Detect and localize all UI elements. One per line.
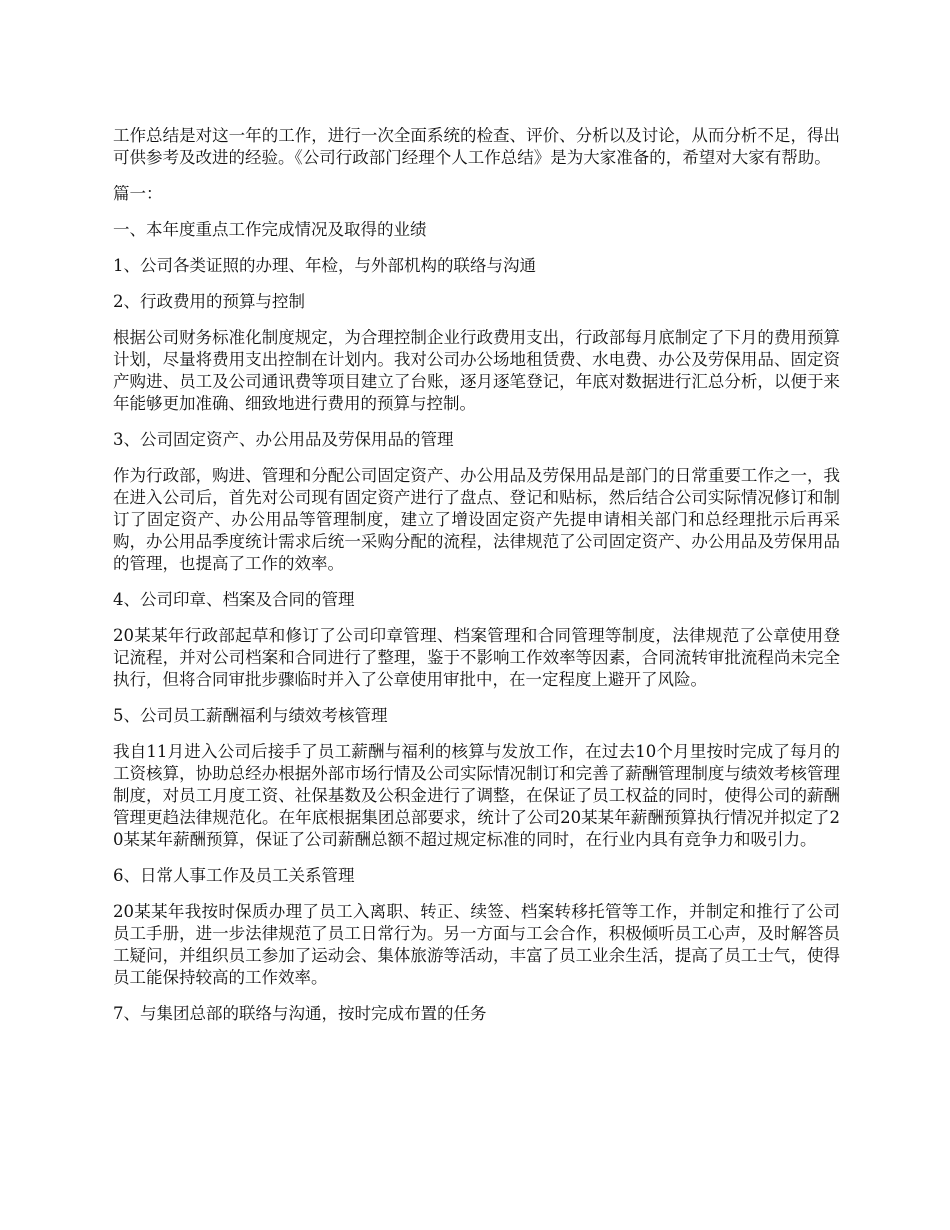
item4-body: 20某某年行政部起草和修订了公司印章管理、档案管理和合同管理等制度，法律规范了公章使用登记流程，并对公司档案和合同进行了整理，鉴于不影响工作效率等因素，合同流转审批流程尚未完全执行，但将合同审批步骤临时并入了公章使用审批中，在一定程度上避开了风险。: [113, 626, 840, 689]
item6-body: 20某某年我按时保质办理了员工入离职、转正、续签、档案转移托管等工作，并制定和推行了公司员工手册，进一步法律规范了员工日常行为。另一方面与工会合作，积极倾听员工心声，及时解答员工疑问，并组织员工参加了运动会、集体旅游等活动，丰富了员工业余生活，提高了员工士气，使得员工能保持较高的工作效率。: [113, 902, 840, 987]
section-title: 一、本年度重点工作完成情况及取得的业绩: [113, 220, 427, 239]
item2-body: 根据公司财务标准化制度规定，为合理控制企业行政费用支出，行政部每月底制定了下月的费用预算计划，尽量将费用支出控制在计划内。我对公司办公场地租赁费、水电费、办公及劳保用品、固定资产购进、员工及公司通讯费等项目建立了台账，逐月逐笔登记，年底对数据进行汇总分析，以便于来年能够更加准确、细致地进行费用的预算与控制。: [113, 328, 840, 413]
item7-title: 7、与集团总部的联络与沟通，按时完成布置的任务: [113, 1004, 487, 1023]
item6-title: 6、日常人事工作及员工关系管理: [113, 866, 355, 885]
part-label: 篇一：: [113, 184, 163, 203]
item4-title: 4、公司印章、档案及合同的管理: [113, 590, 355, 609]
item1-title: 1、公司各类证照的办理、年检，与外部机构的联络与沟通: [113, 256, 536, 275]
item3-body: 作为行政部，购进、管理和分配公司固定资产、办公用品及劳保用品是部门的日常重要工作之一，我在进入公司后，首先对公司现有固定资产进行了盘点、登记和贴标，然后结合公司实际情况修订和制订了固定资产、办公用品等管理制度，建立了增设固定资产先提申请相关部门和总经理批示后再采购，办公用品季度统计需求后统一采购分配的流程，法律规范了公司固定资产、办公用品及劳保用品的管理，也提高了工作的效率。: [113, 466, 840, 573]
intro-paragraph: 工作总结是对这一年的工作，进行一次全面系统的检查、评价、分析以及讨论，从而分析不足，得出可供参考及改进的经验。《公司行政部门经理个人工作总结》是为大家准备的，希望对大家有帮助。: [113, 126, 840, 167]
item5-body: 我自11月进入公司后接手了员工薪酬与福利的核算与发放工作，在过去10个月里按时完成了每月的工资核算，协助总经办根据外部市场行情及公司实际情况制订和完善了薪酬管理制度与绩效考核管理制度，对员工月度工资、社保基数及公积金进行了调整，在保证了员工权益的同时，使得公司的薪酬管理更趋法律规范化。在年底根据集团总部要求，统计了公司20某某年薪酬预算执行情况并拟定了20某某年薪酬预算，保证了公司薪酬总额不超过规定标准的同时，在行业内具有竞争力和吸引力。: [113, 742, 840, 849]
item2-title: 2、行政费用的预算与控制: [113, 292, 305, 311]
document-body: [113, 125, 840, 1039]
item3-title: 3、公司固定资产、办公用品及劳保用品的管理: [113, 430, 454, 449]
item5-title: 5、公司员工薪酬福利与绩效考核管理: [113, 706, 388, 725]
